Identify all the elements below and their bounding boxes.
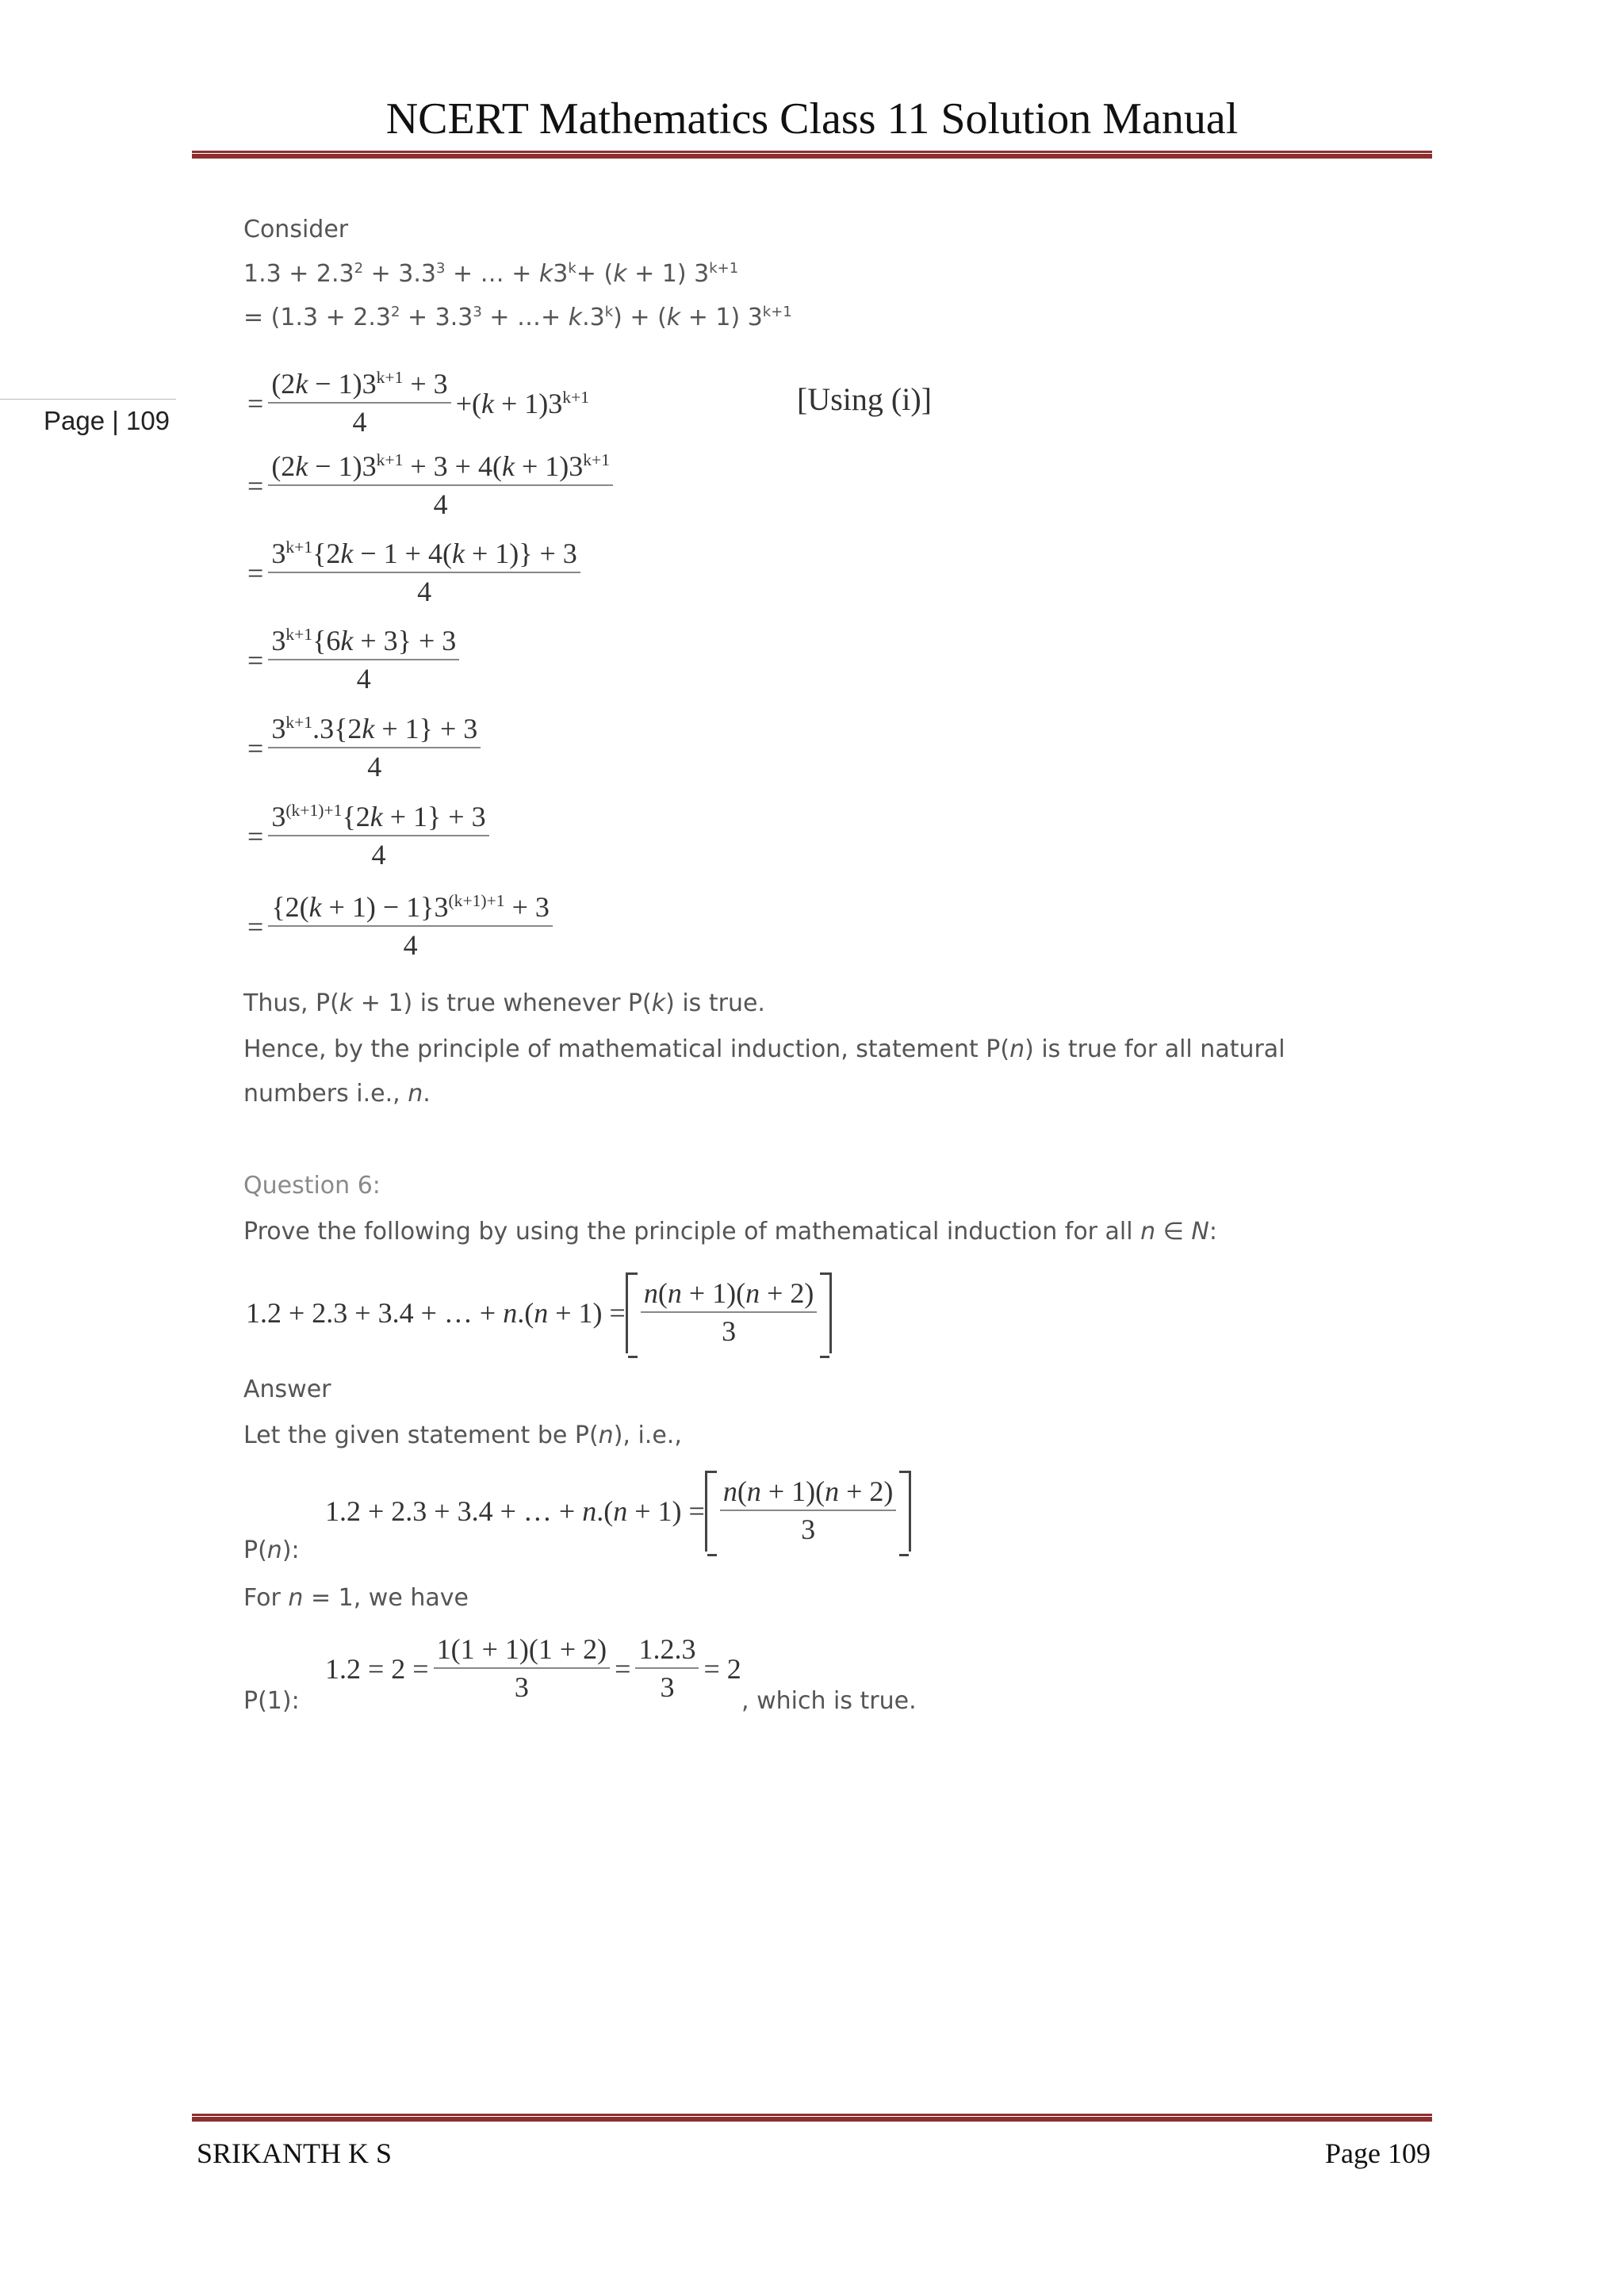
derivation-step	[247, 449, 618, 523]
p1-denominator-1: 3	[514, 1671, 529, 1703]
equals-sign: =	[247, 732, 264, 764]
header-rule	[192, 151, 1432, 159]
equals-sign: =	[247, 644, 264, 676]
step-denominator: 4	[352, 406, 367, 438]
superscript: 3	[473, 304, 482, 320]
step-numerator: $3^{(k+1)+1}\{2k + 1\} + 3$	[268, 799, 488, 836]
italic-variable: k	[666, 304, 681, 331]
superscript: (k+1)+1	[448, 891, 505, 910]
p1-tail: , which is true.	[741, 1687, 917, 1715]
for-n-text: For n = 1, we have	[243, 1584, 469, 1612]
step-numerator: $(2k - 1)3^{k+1} + 3$	[268, 366, 450, 404]
pn-fraction	[720, 1474, 897, 1548]
derivation-step	[247, 799, 494, 874]
superscript: k+1	[376, 368, 404, 387]
italic-variable: n	[643, 1277, 658, 1309]
formula-numerator: n(n + 1)(n + 2)	[641, 1276, 818, 1313]
superscript: k+1	[285, 538, 313, 557]
p1-numerator-2: 1.2.3	[635, 1632, 699, 1669]
italic-variable: N	[1191, 1218, 1209, 1246]
italic-variable: k	[613, 260, 627, 288]
document-header-title: NCERT Mathematics Class 11 Solution Manual	[385, 94, 1239, 144]
derivation-step	[247, 366, 589, 441]
step-fraction	[268, 623, 459, 698]
superscript: k+1	[562, 387, 590, 407]
italic-variable: k	[308, 891, 322, 923]
derivation-step	[247, 711, 485, 786]
pn-numerator: n(n + 1)(n + 2)	[720, 1474, 897, 1511]
italic-variable: k	[481, 387, 494, 419]
italic-variable: k	[538, 260, 553, 288]
step-fraction	[268, 711, 481, 786]
step-denominator: 4	[417, 576, 432, 607]
hence-text: Hence, by the principle of mathematical induction, statement P(n) is true for all natural	[243, 1035, 1285, 1063]
italic-variable: k	[501, 450, 515, 482]
equals-sign: =	[247, 557, 264, 589]
p1-lhs: 1.2 = 2 =	[325, 1652, 429, 1685]
p1-result: = 2	[703, 1652, 741, 1685]
italic-variable: n	[408, 1080, 423, 1108]
italic-variable: n	[613, 1494, 628, 1527]
p1-equals: =	[615, 1652, 631, 1685]
italic-variable: n	[1140, 1218, 1156, 1246]
side-page-divider	[0, 399, 176, 400]
step-fraction	[268, 536, 580, 610]
step-denominator: 4	[371, 839, 386, 871]
using-note: [Using (i)]	[797, 381, 932, 417]
superscript: 2	[354, 260, 364, 277]
italic-variable: n	[667, 1277, 682, 1309]
superscript: 3	[436, 260, 446, 277]
step-fraction	[268, 799, 488, 874]
step-denominator: 4	[356, 663, 371, 695]
sum-line-2: = ($1.3 + 2.3^2 + 3.3^3$ + …+ $k.3^k) + (k + 1)$ $3^{k+1}$	[243, 304, 792, 331]
step-addend: $+(k + 1)3^{k+1}$	[455, 387, 590, 419]
superscript: k	[568, 260, 576, 277]
numbers-text: numbers i.e., n.	[243, 1080, 431, 1108]
equals-sign: =	[247, 910, 264, 943]
formula-denominator: 3	[722, 1315, 737, 1347]
italic-variable: k	[295, 450, 308, 482]
formula-lhs: 1.2 + 2.3 + 3.4 + … + n.(n + 1) =	[246, 1296, 626, 1329]
step-numerator: $3^{k+1}\{2k - 1 + 4(k + 1)\} + 3$	[268, 536, 580, 573]
step-fraction	[268, 890, 553, 964]
derivation-step	[247, 890, 557, 964]
step-denominator: 4	[403, 929, 418, 961]
superscript: k	[604, 304, 614, 320]
question-text: Prove the following by using the principle of mathematical induction for all n ∈ N:	[243, 1218, 1217, 1246]
formula-fraction	[641, 1276, 818, 1350]
italic-variable: n	[582, 1494, 597, 1527]
italic-variable: k	[340, 625, 354, 656]
superscript: 2	[391, 304, 400, 320]
superscript: k+1	[709, 260, 739, 277]
side-page-label: Page | 109	[44, 406, 170, 435]
let-text: Let the given statement be P(n), i.e.,	[243, 1422, 682, 1449]
step-fraction	[268, 449, 613, 523]
step-fraction	[268, 366, 450, 441]
italic-variable: k	[568, 304, 583, 331]
question-formula	[246, 1272, 832, 1353]
p1-label: P(1):	[243, 1687, 300, 1715]
italic-variable: n	[266, 1536, 282, 1564]
italic-variable: k	[340, 538, 354, 569]
footer-page-number: Page 109	[1325, 2137, 1431, 2169]
step-numerator: $\{2(k + 1) - 1\}3^{(k+1)+1} + 3$	[268, 890, 553, 927]
italic-variable: n	[598, 1422, 614, 1449]
p1-fraction-1	[434, 1632, 611, 1706]
superscript: k+1	[285, 625, 313, 644]
italic-variable: n	[825, 1475, 840, 1507]
italic-variable: k	[362, 713, 375, 744]
italic-variable: n	[746, 1475, 761, 1507]
step-denominator: 4	[433, 488, 448, 520]
italic-variable: k	[370, 801, 383, 832]
formula-bracket	[626, 1272, 833, 1353]
equals-sign: =	[247, 820, 264, 852]
answer-label: Answer	[243, 1376, 331, 1403]
sum-line-1: $1.3 + 2.3^2 + 3.3^3$ + … + $k3^k+ (k + 1)$ $3^{k+1}$	[243, 260, 739, 288]
p1-formula	[325, 1632, 741, 1706]
footer-author: SRIKANTH K S	[197, 2137, 393, 2169]
equals-sign: =	[247, 387, 264, 419]
step-numerator: $3^{k+1}.3\{2k + 1\} + 3$	[268, 711, 481, 748]
italic-variable: n	[722, 1475, 737, 1507]
thus-text: Thus, P(k + 1) is true whenever P(k) is true.	[243, 989, 765, 1017]
p1-denominator-2: 3	[660, 1671, 675, 1703]
pn-formula	[325, 1471, 911, 1552]
italic-variable: k	[339, 989, 354, 1017]
question-label: Question 6:	[243, 1172, 381, 1200]
pn-bracket	[705, 1471, 912, 1552]
italic-variable: n	[1009, 1035, 1025, 1063]
pn-lhs: 1.2 + 2.3 + 3.4 + … + n.(n + 1) =	[325, 1494, 705, 1527]
footer-rule	[192, 2114, 1432, 2122]
step-numerator: $3^{k+1}\{6k + 3\} + 3$	[268, 623, 459, 660]
step-denominator: 4	[367, 751, 382, 783]
derivation-step	[247, 536, 585, 610]
pn-label: P(n):	[243, 1536, 300, 1564]
superscript: (k+1)+1	[285, 801, 343, 820]
consider-text: Consider	[243, 216, 349, 243]
italic-variable: k	[451, 538, 465, 569]
italic-variable: k	[651, 989, 666, 1017]
superscript: k+1	[376, 450, 404, 469]
step-numerator: $(2k - 1)3^{k+1} + 3 + 4(k + 1)3^{k+1}$	[268, 449, 613, 486]
p1-fraction-2	[635, 1632, 699, 1706]
italic-variable: n	[503, 1296, 518, 1329]
italic-variable: n	[534, 1296, 549, 1329]
superscript: k+1	[583, 450, 611, 469]
p1-numerator-1: 1(1 + 1)(1 + 2)	[434, 1632, 611, 1669]
derivation-step	[247, 623, 464, 698]
italic-variable: k	[295, 368, 308, 400]
pn-denominator: 3	[801, 1513, 816, 1545]
superscript: k+1	[285, 713, 313, 732]
italic-variable: n	[288, 1584, 304, 1612]
italic-variable: n	[745, 1277, 760, 1309]
equals-sign: =	[247, 469, 264, 502]
superscript: k+1	[762, 304, 792, 320]
